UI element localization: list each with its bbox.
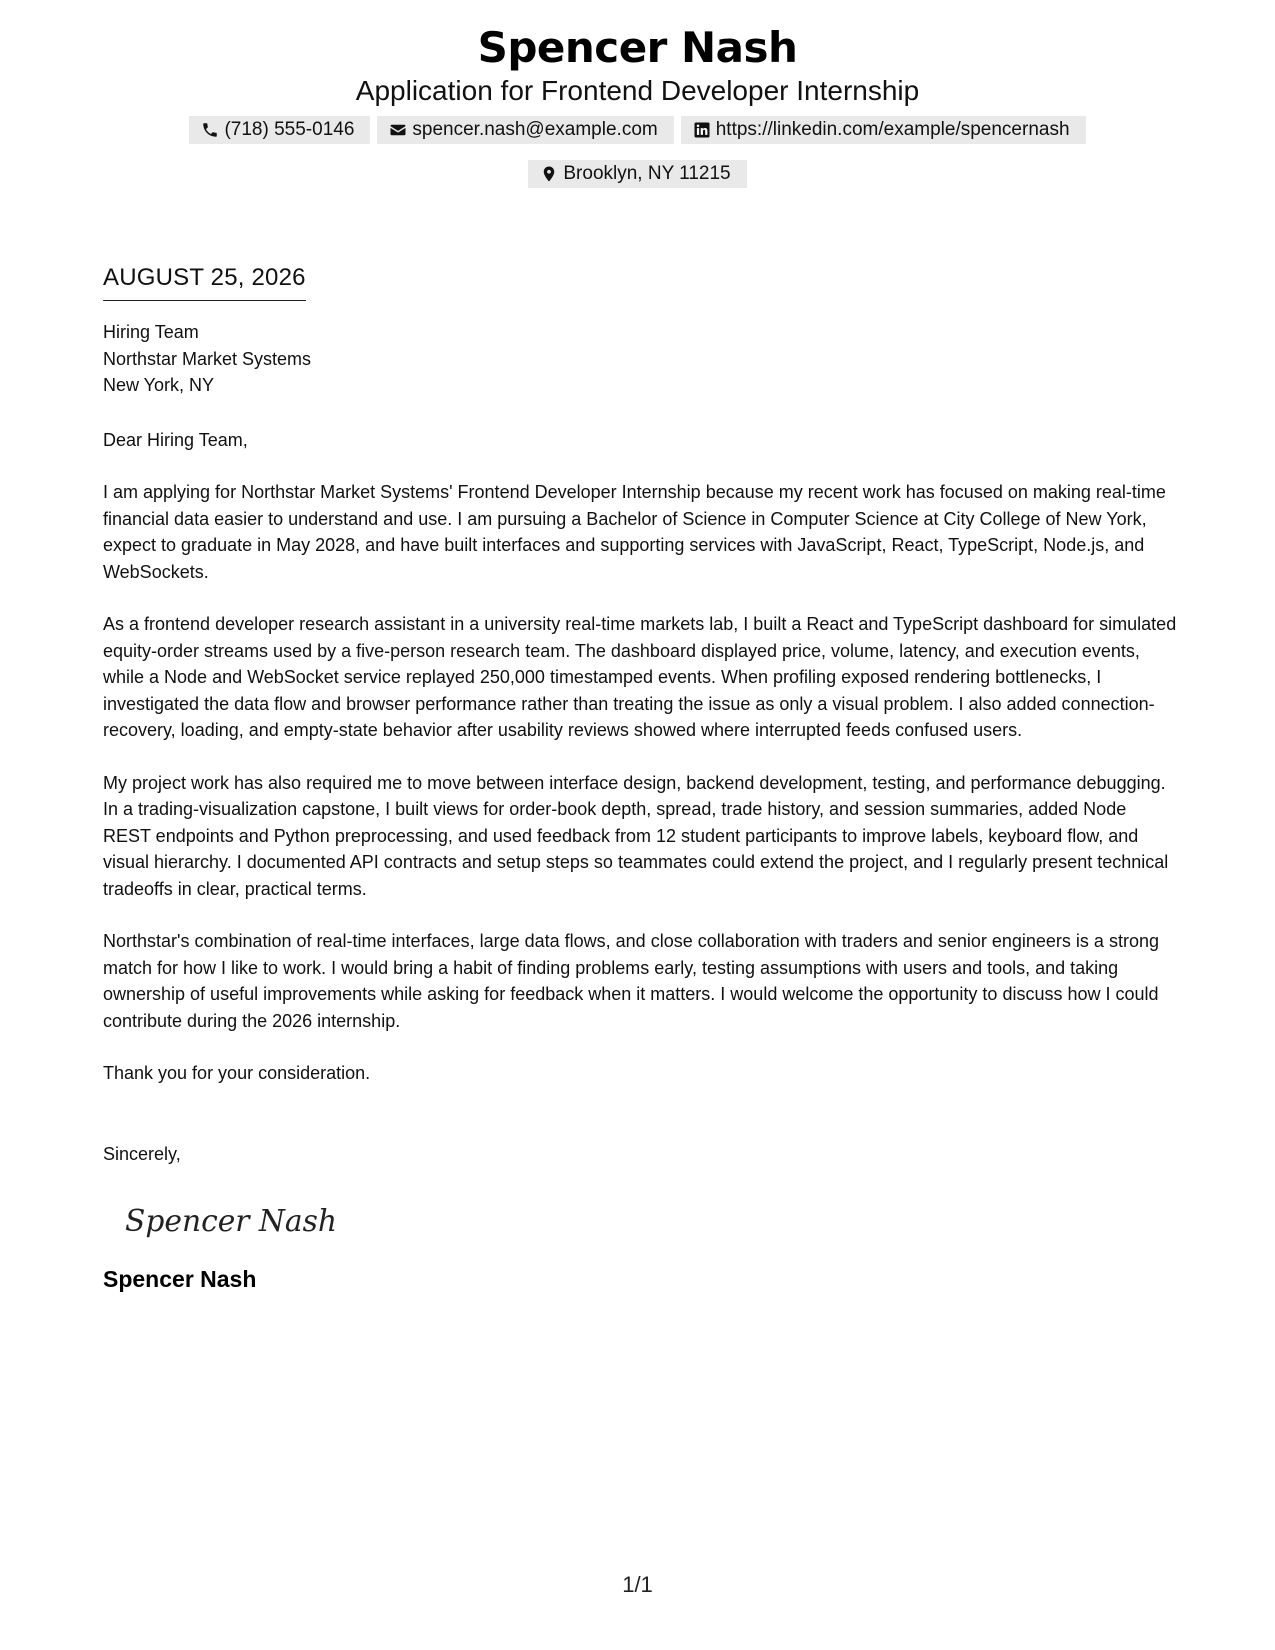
linkedin-text[interactable]: https://linkedin.com/example/spencernash bbox=[715, 119, 1070, 140]
signed-name: Spencer Nash bbox=[103, 1266, 257, 1292]
map-marker-icon bbox=[540, 165, 558, 183]
page-number: 1/1 bbox=[622, 1572, 653, 1597]
letter-header bbox=[0, 22, 1275, 188]
body-paragraph: As a frontend developer research assistant in a university real-time markets lab, I built a React and TypeScript dashboard for simulated equity-order streams used by a five-person research team. The dashboard displayed price, volume, latency, and execution events, while a Node and WebSocket service replayed 250,000 timestamped events. When profiling exposed rendering bottlenecks, I investigated the data flow and browser performance rather than treating the issue as only a visual problem. I also added connection-recovery, loading, and empty-state behavior after usability reviews showed where interrupted feeds confused users. bbox=[103, 614, 1177, 740]
body-paragraph: My project work has also required me to move between interface design, backend development, testing, and performance debugging. In a trading-visualization capstone, I built views for order-book depth, spread, trade history, and session summaries, added Node REST endpoints and Python preprocessing, and used feedback from 12 student participants to improve labels, keyboard flow, and visual hierarchy. I documented API contracts and setup steps so teammates could extend the project, and I regularly present technical tradeoffs in clear, practical terms. bbox=[103, 772, 1169, 899]
salutation: Dear Hiring Team, bbox=[103, 429, 248, 450]
location-chip bbox=[528, 160, 746, 188]
email-chip[interactable] bbox=[377, 116, 673, 144]
letter-date: AUGUST 25, 2026 bbox=[103, 262, 306, 301]
phone-icon bbox=[201, 121, 219, 139]
phone-text: (718) 555-0146 bbox=[224, 119, 355, 140]
body-paragraph: I am applying for Northstar Market Systems' Frontend Developer Internship because my recent work has focused on making real-time financial data easier to understand and use. I am pursuing a Bachelor of Science in Computer Science at City College of New York, expect to graduate in May 2028, and have built interfaces and supporting services with JavaScript, React, TypeScript, Node.js, and WebSockets. bbox=[103, 482, 1166, 582]
contact-info bbox=[188, 116, 1088, 188]
svg-text:Spencer Nash: Spencer Nash bbox=[125, 1204, 337, 1239]
recipient-company: Northstar Market Systems bbox=[103, 348, 312, 369]
closing: Sincerely, bbox=[103, 1143, 181, 1164]
application-subtitle: Application for Frontend Developer Internship bbox=[355, 75, 920, 106]
recipient-block bbox=[103, 319, 1178, 399]
applicant-name: Spencer Nash bbox=[477, 23, 798, 72]
body-paragraph: Northstar's combination of real-time interfaces, large data flows, and close collaboration with traders and senior engineers is a strong match for how I like to work. I would bring a habit of finding problems early, testing assumptions with users and tools, and taking ownership of useful improvements while asking for feedback when it matters. I would welcome the opportunity to discuss how I could contribute during the 2026 internship. bbox=[103, 931, 1159, 1031]
thank-you-line: Thank you for your consideration. bbox=[103, 1063, 371, 1083]
recipient-line: Hiring Team bbox=[103, 322, 199, 342]
phone-chip bbox=[189, 116, 370, 144]
envelope-icon bbox=[389, 121, 407, 139]
email-text[interactable]: spencer.nash@example.com bbox=[412, 119, 658, 140]
handwritten-signature bbox=[123, 1197, 343, 1241]
location-text: Brooklyn, NY 11215 bbox=[563, 163, 731, 184]
recipient-location: New York, NY bbox=[103, 375, 215, 395]
linkedin-icon bbox=[693, 121, 711, 139]
linkedin-chip[interactable] bbox=[681, 116, 1086, 144]
letter-body bbox=[103, 262, 1178, 1294]
